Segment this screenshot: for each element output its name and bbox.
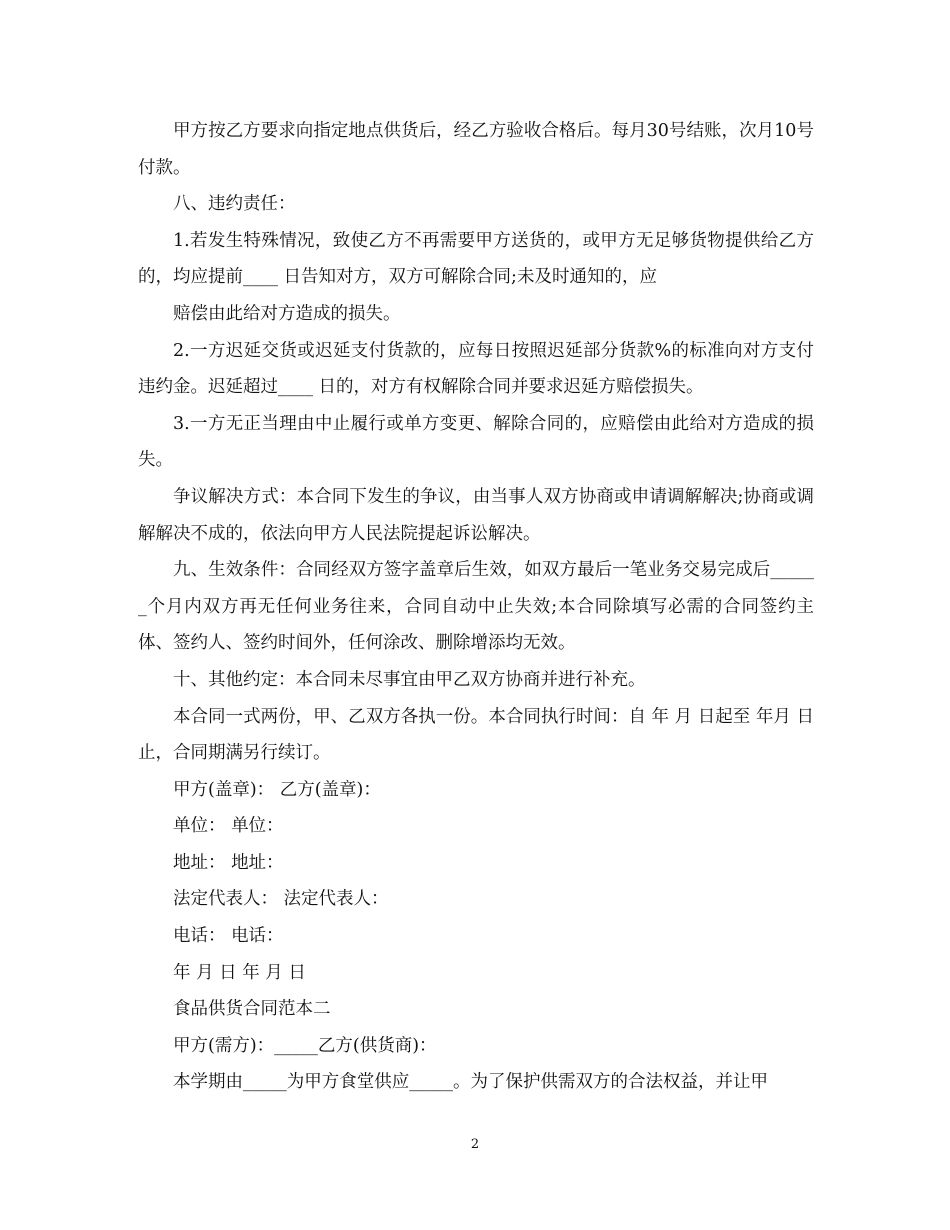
paragraph-section-9-effective: 九、生效条件：合同经双方签字盖章后生效，如双方最后一笔业务交易完成后______个月内双方再无任何业务往来，合同自动中止失效;本合同除填写必需的合同签约主体、签约人、签约时间外，任何涂改、删除增添均无效。 xyxy=(138,560,814,654)
paragraph-parties: 甲方(需方)：_____乙方(供货商)： xyxy=(173,1035,437,1056)
heading-section-8-breach: 八、违约责任： xyxy=(173,194,296,215)
paragraph-dispute-resolution: 争议解决方式：本合同下发生的争议，由当事人双方协商或申请调解解决;协商或调解解决不成的，依法向甲方人民法院提起诉讼解决。 xyxy=(138,486,814,544)
paragraph-supply-intro: 本学期由_____为甲方食堂供应_____。为了保护供需双方的合法权益，并让甲 xyxy=(173,1072,768,1093)
signature-date-line: 年 月 日 年 月 日 xyxy=(173,962,306,983)
page-number: 2 xyxy=(470,1137,480,1152)
document-body xyxy=(138,113,814,1101)
signature-address-line: 地址： 地址： xyxy=(173,852,284,873)
paragraph-breach-clause-1-cont: 赔偿由此给对方造成的损失。 xyxy=(173,303,401,324)
paragraph-breach-clause-2: 2.一方迟延交货或迟延支付货款的，应每日按照迟延部分货款%的标准向对方支付违约金。迟延超过____ 日的，对方有权解除合同并要求迟延方赔偿损失。 xyxy=(138,340,814,398)
paragraph-section-10-other: 十、其他约定：本合同未尽事宜由甲乙双方协商并进行补充。 xyxy=(173,669,646,690)
paragraph-copies-and-term: 本合同一式两份，甲、乙双方各执一份。本合同执行时间：自 年 月 日起至 年月 日止，合同期满另行续订。 xyxy=(138,706,814,764)
signature-phone-line: 电话： 电话： xyxy=(173,926,284,947)
section-title-template-2: 食品供货合同范本二 xyxy=(173,999,331,1020)
paragraph-breach-clause-1: 1.若发生特殊情况，致使乙方不再需要甲方送货的，或甲方无足够货物提供给乙方的，均应提前____ 日告知对方，双方可解除合同;未及时通知的，应 xyxy=(138,230,814,288)
paragraph-breach-clause-3: 3.一方无正当理由中止履行或单方变更、解除合同的，应赔偿由此给对方造成的损失。 xyxy=(138,413,814,471)
signature-seal-line: 甲方(盖章)： 乙方(盖章)： xyxy=(173,779,381,800)
paragraph-payment-terms: 甲方按乙方要求向指定地点供货后，经乙方验收合格后。每月30号结账，次月10号付款。 xyxy=(138,121,814,178)
signature-unit-line: 单位： 单位： xyxy=(173,816,284,837)
signature-representative-line: 法定代表人： 法定代表人： xyxy=(173,889,389,910)
